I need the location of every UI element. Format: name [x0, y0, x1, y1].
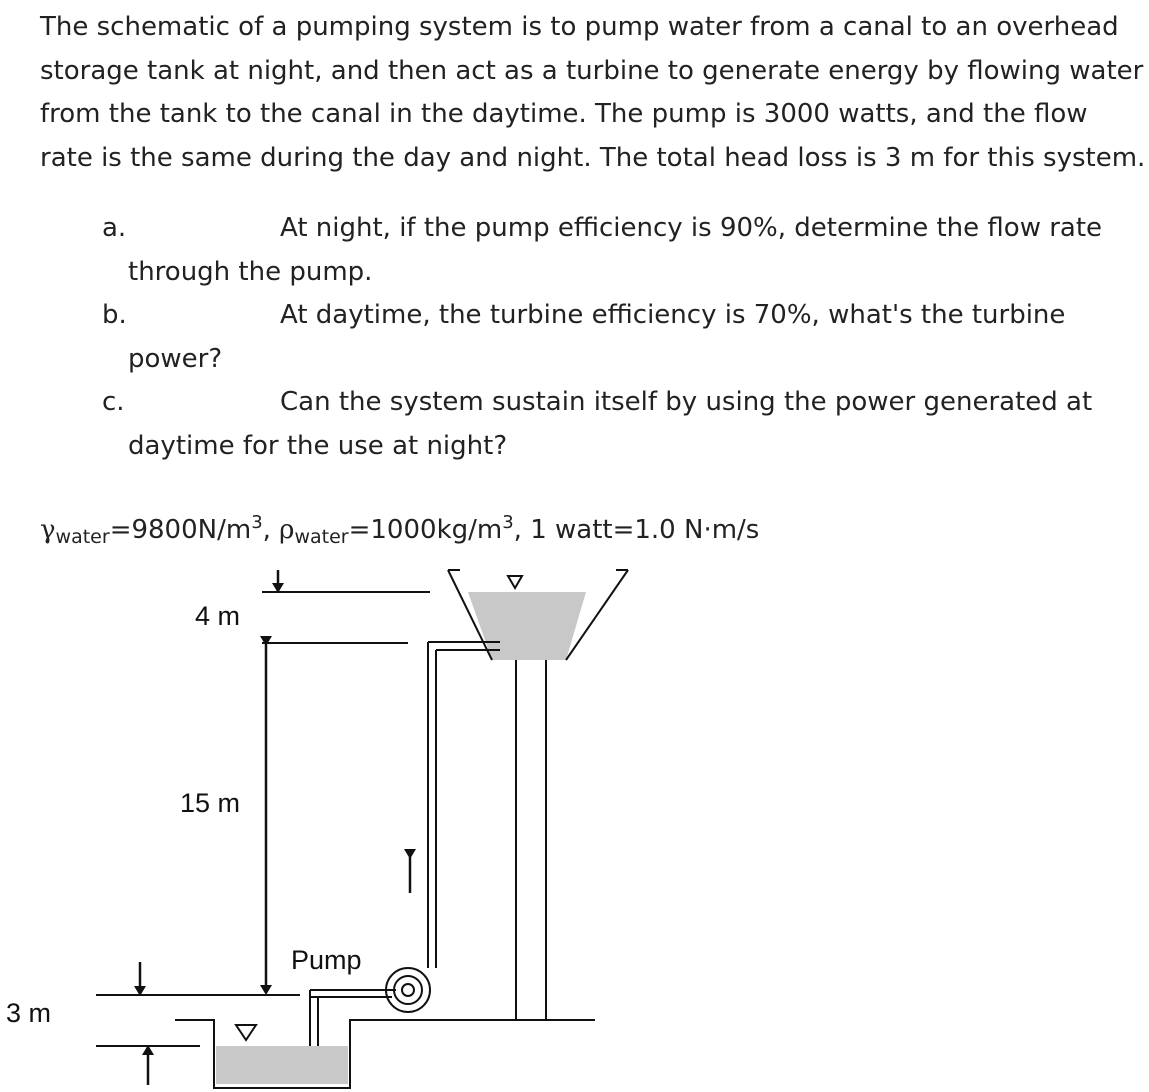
intro-line-2: storage tank at night, and then act as a turbine to generate energy by flowing water	[40, 55, 1144, 86]
water-level-triangle-icon	[508, 576, 522, 588]
question-a-text-cont: through the pump.	[128, 256, 373, 287]
intro-line-3: from the tank to the canal in the daytime. The pump is 3000 watts, and the flow	[40, 99, 1088, 129]
rho-subscript: water	[294, 526, 349, 548]
rho-value: =1000kg/m	[348, 515, 503, 545]
question-c-text: Can the system sustain itself by using the power generated at	[280, 387, 1093, 417]
question-b-text: At daytime, the turbine efficiency is 70%, what's the turbine	[280, 300, 1066, 330]
question-a-letter: a.	[102, 213, 127, 243]
rho-exponent: 3	[502, 512, 514, 533]
gamma-subscript: water	[55, 526, 110, 548]
watt-definition: , 1 watt=1.0 N·m/s	[513, 515, 760, 545]
problem-statement	[40, 6, 1145, 180]
intro-line-1: The schematic of a pumping system is to pump water from a canal to an overhead	[40, 12, 1119, 42]
gamma-symbol: γ	[40, 515, 56, 545]
canal	[175, 1020, 595, 1088]
label-3m: 3 m	[6, 998, 52, 1028]
storage-tank	[448, 570, 628, 660]
question-c-text-cont: daytime for the use at night?	[128, 430, 508, 461]
question-b-text-cont: power?	[128, 343, 223, 374]
question-a-text: At night, if the pump efficiency is 90%, determine the flow rate	[280, 213, 1103, 243]
pipe	[410, 642, 500, 968]
dimension-lines	[96, 570, 430, 1085]
intro-line-4: rate is the same during the day and night. The total head loss is 3 m for this system.	[40, 142, 1146, 173]
question-c-letter: c.	[102, 387, 125, 417]
gamma-value: =9800N/m	[109, 515, 252, 545]
gamma-exponent: 3	[251, 512, 263, 533]
label-4m: 4 m	[195, 601, 241, 631]
label-15m: 15 m	[180, 788, 241, 818]
question-b-letter: b.	[102, 300, 127, 330]
rho-symbol: ρ	[279, 515, 295, 545]
constants-line	[40, 503, 759, 557]
pump	[310, 968, 430, 1055]
canal-water	[216, 1046, 348, 1084]
canal-level-triangle-icon	[236, 1025, 256, 1040]
pumping-system-schematic	[0, 550, 1149, 1092]
label-pump: Pump	[291, 945, 362, 975]
constants-separator: ,	[262, 515, 280, 545]
tank-supports	[516, 660, 546, 1020]
